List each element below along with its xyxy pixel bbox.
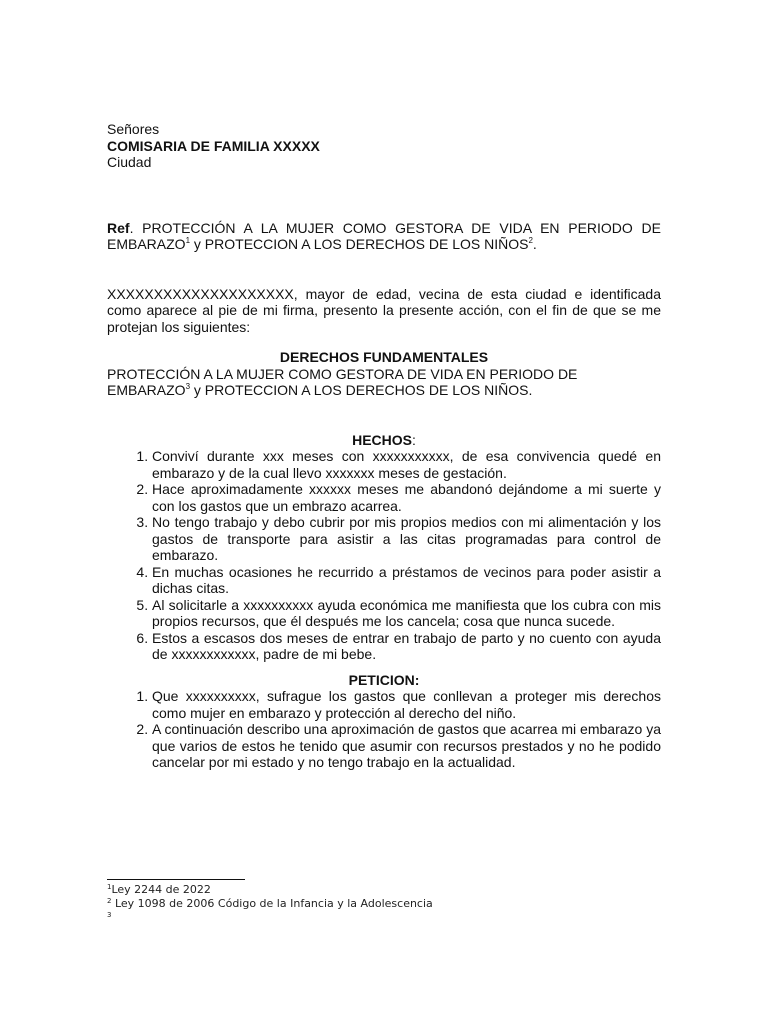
list-item: 4. En muchas ocasiones he recurrido a préstamos de vecinos para poder asistir a dichas citas.	[152, 564, 661, 597]
list-item: 2. Hace aproximadamente xxxxxx meses me abandonó dejándome a mi suerte y con los gastos que un embrazo acarrea.	[152, 481, 661, 514]
footnote-1	[107, 883, 661, 897]
list-item: 6. Estos a escasos dos meses de entrar en trabajo de parto y no cuento con ayuda de xxxxxxxxxxxx, padre de mi bebe.	[152, 630, 661, 663]
footnote-number: 3	[107, 911, 112, 919]
list-item: 5. Al solicitarle a xxxxxxxxxx ayuda económica me manifiesta que los cubra con mis propios recursos, que él después me los cancela; cosa que nunca sucede.	[152, 597, 661, 630]
hechos-colon: :	[412, 431, 416, 448]
reference-line	[107, 220, 661, 253]
footnote-ref-3: 3	[185, 382, 191, 391]
footnote-number: 2	[107, 897, 112, 905]
reference-text-c: .	[532, 236, 537, 252]
reference-text-b: y PROTECCION A LOS DERECHOS DE LOS NIÑOS	[190, 236, 529, 252]
list-item: 1. Conviví durante xxx meses con xxxxxxxxxxx, de esa convivencia quedé en embarazo y de la cual llevo xxxxxxx meses de gestación.	[152, 448, 661, 481]
derechos-text-b: y PROTECCION A LOS DERECHOS DE LOS NIÑOS.	[190, 382, 533, 398]
footnote-text: Ley 1098 de 2006 Código de la Infancia y la Adolescencia	[111, 897, 433, 910]
derechos-text-a: PROTECCIÓN A LA MUJER COMO GESTORA DE VIDA EN PERIODO DE EMBARAZO	[107, 365, 578, 398]
reference-text-a: . PROTECCIÓN A LA MUJER COMO GESTORA DE VIDA EN PERIODO DE EMBARAZO	[107, 219, 661, 252]
intro-paragraph: XXXXXXXXXXXXXXXXXXXX, mayor de edad, vecina de esta ciudad e identificada como aparece al pie de mi firma, presento la presente acción, con el fin de que se me protejan los siguientes:	[107, 285, 661, 335]
hechos-list	[107, 448, 661, 663]
peticion-list	[107, 688, 661, 771]
recipient-name: COMISARIA DE FAMILIA XXXXX	[107, 137, 320, 154]
footnote-separator	[107, 879, 245, 880]
hechos-title: HECHOS	[352, 431, 412, 448]
hechos-title-line	[107, 432, 661, 449]
reference-label: Ref	[107, 219, 130, 236]
footnotes	[107, 879, 661, 925]
recipient-city: Ciudad	[107, 154, 152, 170]
list-item: 2. A continuación describo una aproximación de gastos que acarrea mi embarazo ya que varios de estos he tenido que asumir con recursos prestados y no he podido cancelar por mi estado y no tengo trabajo en la actualidad.	[152, 721, 661, 771]
addressee-block	[107, 121, 661, 171]
footnote-ref-1: 1	[185, 236, 191, 245]
derechos-title: DERECHOS FUNDAMENTALES	[279, 349, 489, 365]
footnote-2	[107, 897, 661, 911]
derechos-text	[107, 366, 661, 399]
derechos-section	[107, 349, 661, 399]
peticion-title: PETICION:	[348, 671, 420, 688]
peticion-section	[107, 672, 661, 771]
list-item: 3. No tengo trabajo y debo cubrir por mis propios medios con mi alimentación y los gastos de transporte para asistir a las citas programadas para control de embarazo.	[152, 514, 661, 564]
list-item: 1. Que xxxxxxxxxx, sufrague los gastos que conllevan a proteger mis derechos como mujer en embarazo y protección al derecho del niño.	[152, 688, 661, 721]
letter-body	[107, 121, 661, 771]
footnote-number: 1	[107, 883, 112, 891]
footnote-text: Ley 2244 de 2022	[111, 883, 211, 896]
salutation: Señores	[107, 121, 160, 137]
footnote-ref-2: 2	[528, 236, 533, 245]
footnote-3	[107, 911, 661, 925]
hechos-section	[107, 432, 661, 663]
